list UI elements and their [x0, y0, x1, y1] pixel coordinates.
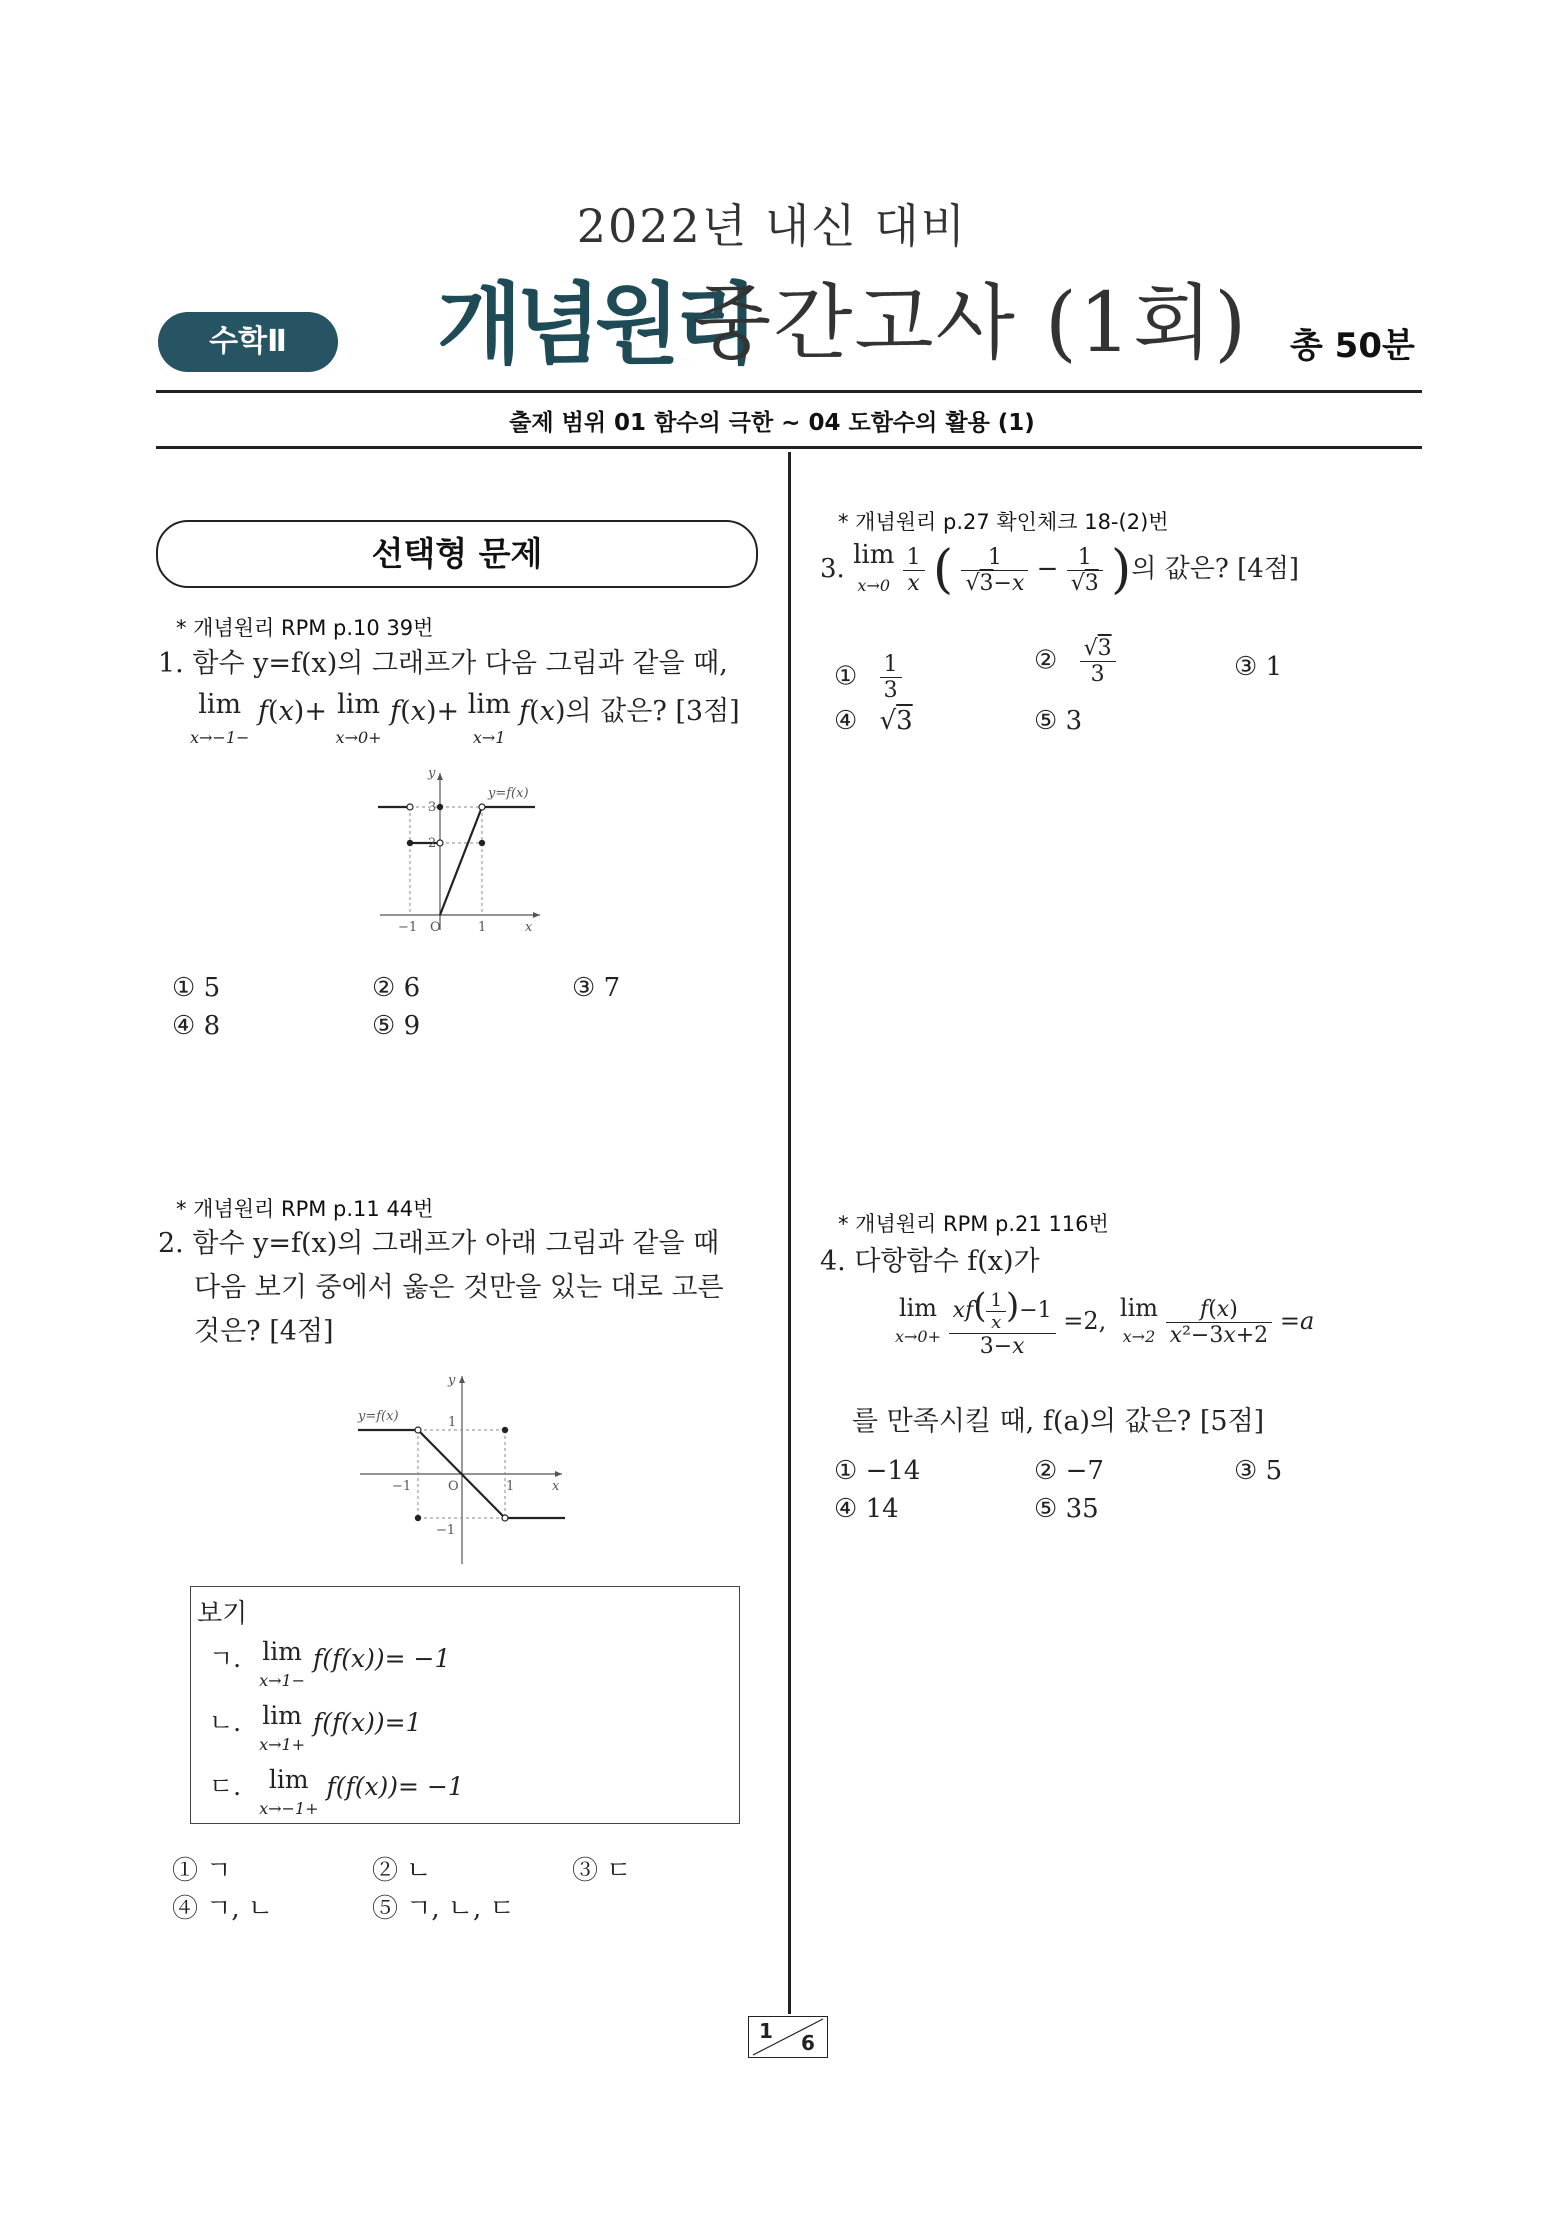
q1-tick-3: 3	[428, 800, 437, 815]
q1-choice-2[interactable]: ② 6	[372, 973, 421, 1003]
q4-choice-3[interactable]: ③ 5	[1234, 1456, 1283, 1486]
section-title: 선택형 문제	[156, 520, 758, 588]
q3-choice-1[interactable]: ① $\frac{1}{3}$	[834, 652, 902, 703]
q2-text-line1: 함수 y=f(x)의 그래프가 아래 그림과 같을 때	[192, 1228, 720, 1259]
page-total: 6	[801, 2031, 815, 2055]
q1-open-point	[479, 804, 485, 810]
q4-expression: lim x→0+ xf( $\frac{1}{x}$ )−1 3−x =2, lim x→2 $\frac{f(x)}{\text{x²−3x+2}}$ =a	[895, 1286, 1315, 1359]
bogi-item-1-label: ㄱ.	[209, 1644, 242, 1673]
q3-ref: * 개념원리 p.27 확인체크 18-(2)번	[838, 510, 1169, 534]
bogi-item-2: ㄴ. lim x→1+ f(f(x))=1	[209, 1701, 422, 1754]
q2-text-line3: 것은? [4점]	[194, 1316, 334, 1347]
q1-graph	[370, 765, 570, 935]
q2-choice-1[interactable]: ① ㄱ	[172, 1856, 232, 1886]
q1-choice-5[interactable]: ⑤ 9	[372, 1011, 421, 1041]
q3-choice-2[interactable]: ② $\frac{√3}{3}$	[1034, 636, 1116, 687]
page-current: 1	[759, 2019, 773, 2043]
bogi-item-1-expr: f(f(x))= −1	[313, 1644, 451, 1673]
q4-choice-2[interactable]: ② −7	[1034, 1456, 1104, 1486]
q1-closed-point	[437, 804, 443, 810]
duration-label: 총 50분	[1290, 326, 1415, 366]
q3-text: 의 값은? [4점]	[1131, 554, 1300, 584]
bogi-title: 보기	[197, 1599, 248, 1629]
q1-open-point	[437, 840, 443, 846]
q4-number: 4.	[820, 1246, 846, 1277]
q2-tick-1: 1	[448, 1415, 457, 1430]
q3-choice-4[interactable]: ④ √3	[834, 706, 913, 736]
q1-y-arrow-icon	[437, 773, 443, 780]
q1-expression: lim x→−1− f(x)+ lim x→0+ f(x)+ lim x→1 f(x)의 값은? [3점]	[190, 689, 740, 747]
subject-badge: 수학Ⅱ	[158, 312, 338, 372]
q2-curve-label: y=f(x)	[358, 1409, 399, 1424]
q1-choice-1[interactable]: ① 5	[172, 973, 221, 1003]
q2-tick-neg1: −1	[392, 1479, 412, 1494]
q3-choice-5[interactable]: ⑤ 3	[1034, 706, 1083, 736]
column-divider	[788, 452, 791, 2014]
q1-tick-1: 1	[478, 920, 487, 935]
q3-number: 3.	[820, 554, 845, 584]
q1-text	[158, 642, 728, 686]
bogi-item-2-sub: x→1+	[259, 1735, 306, 1754]
q4-choice-1[interactable]: ① −14	[834, 1456, 921, 1486]
exam-subtitle: 2022년 내신 대비	[576, 199, 968, 253]
q2-choice-5[interactable]: ⑤ ㄱ, ㄴ, ㄷ	[372, 1894, 515, 1924]
q1-open-point	[407, 804, 413, 810]
bogi-item-2-expr: f(f(x))=1	[313, 1708, 422, 1737]
q2-closed-point	[415, 1515, 421, 1521]
q1-tick-neg1: −1	[398, 920, 418, 935]
q1-curve-label: y=f(x)	[488, 786, 529, 801]
q2-y-label: y	[448, 1373, 456, 1388]
q1-ref: * 개념원리 RPM p.10 39번	[176, 616, 434, 640]
q1-closed-point	[407, 840, 413, 846]
q4-text-line2: 를 만족시킬 때, f(a)의 값은? [5점]	[852, 1406, 1265, 1437]
q2-number: 2.	[158, 1228, 184, 1259]
q2-choice-3[interactable]: ③ ㄷ	[572, 1856, 632, 1886]
q1-choice-4[interactable]: ④ 8	[172, 1011, 221, 1041]
q2-tick-x1: 1	[506, 1479, 515, 1494]
exam-range: 출제 범위 01 함수의 극한 ~ 04 도함수의 활용 (1)	[509, 410, 1035, 436]
q3-choice-3[interactable]: ③ 1	[1234, 652, 1283, 682]
q2-origin: O	[448, 1479, 459, 1494]
q4-text-line1: 다항함수 f(x)가	[854, 1246, 1040, 1277]
header-rule-top	[156, 390, 1422, 393]
q1-number: 1.	[158, 648, 184, 679]
q4-choice-4[interactable]: ④ 14	[834, 1494, 899, 1524]
q2-y-arrow-icon	[459, 1376, 465, 1383]
q1-text-line1: 함수 y=f(x)의 그래프가 다음 그림과 같을 때,	[192, 648, 728, 679]
q2-open-point	[502, 1515, 508, 1521]
q3-expression: 3. lim x→0 $\frac{1}{x}$ ( $\frac{1}{√3-x}$ − $\frac{1}{√3}$ )의 값은? [4점]	[820, 539, 1300, 600]
page-indicator	[748, 2016, 828, 2058]
q2-graph	[350, 1368, 580, 1568]
q1-curve-rise	[440, 807, 482, 915]
q2-ref: * 개념원리 RPM p.11 44번	[176, 1197, 434, 1221]
q2-x-arrow-icon	[555, 1471, 562, 1477]
bogi-item-3-label: ㄷ.	[209, 1772, 242, 1801]
bogi-item-2-label: ㄴ.	[209, 1708, 242, 1737]
q2-text-line2: 다음 보기 중에서 옳은 것만을 있는 대로 고른	[194, 1272, 724, 1303]
bogi-item-3-expr: f(f(x))= −1	[326, 1772, 464, 1801]
bogi-box	[190, 1586, 740, 1824]
q1-origin: O	[430, 920, 441, 935]
q2-text	[158, 1222, 719, 1266]
q1-closed-point	[479, 840, 485, 846]
q2-tick-yneg1: −1	[436, 1523, 456, 1538]
bogi-item-1-sub: x→1−	[259, 1671, 306, 1690]
q4-choice-5[interactable]: ⑤ 35	[1034, 1494, 1099, 1524]
q4-ref: * 개념원리 RPM p.21 116번	[838, 1212, 1109, 1236]
exam-title: 중간고사 (1회)	[692, 276, 1249, 371]
q1-x-label: x	[525, 920, 533, 935]
q1-tick-2: 2	[428, 836, 437, 851]
q2-choice-2[interactable]: ② ㄴ	[372, 1856, 432, 1886]
q2-closed-point	[502, 1427, 508, 1433]
bogi-item-3-sub: x→−1+	[259, 1799, 319, 1818]
q1-choice-3[interactable]: ③ 7	[572, 973, 621, 1003]
q2-choice-4[interactable]: ④ ㄱ, ㄴ	[172, 1894, 274, 1924]
q1-y-label: y	[428, 766, 436, 781]
q2-x-label: x	[552, 1479, 560, 1494]
bogi-item-1: ㄱ. lim x→1− f(f(x))= −1	[209, 1637, 451, 1690]
q1-text-line2: 의 값은? [3점]	[565, 696, 740, 727]
bogi-item-3: ㄷ. lim x→−1+ f(f(x))= −1	[209, 1765, 464, 1818]
header-rule-bottom	[156, 446, 1422, 449]
q2-open-point	[415, 1427, 421, 1433]
q1-x-arrow-icon	[533, 912, 540, 918]
q4-text	[820, 1240, 1040, 1284]
brand-logo: 개념원리	[437, 273, 754, 376]
